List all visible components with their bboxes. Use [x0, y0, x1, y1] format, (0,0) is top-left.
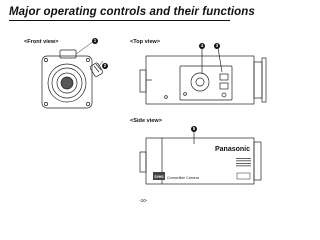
svhs-badge-text: SVHS	[154, 175, 164, 179]
title-underline	[9, 20, 230, 21]
page-title: Major operating controls and their functions	[9, 6, 255, 18]
callout-4: 4	[200, 43, 204, 48]
rating-label-plate	[237, 173, 250, 179]
model-caption: Convertible Camera	[167, 176, 199, 180]
top-view-label: <Top view>	[130, 39, 161, 45]
side-vent-grille	[236, 158, 251, 166]
side-view-label: <Side view>	[130, 118, 163, 124]
side-view-camera-drawing	[138, 132, 266, 188]
callout-5: 5	[192, 126, 196, 131]
callout-3: 3	[215, 43, 219, 48]
callout-1: 1	[93, 38, 97, 43]
callout-2: 2	[103, 63, 107, 68]
brand-logo: Panasonic	[214, 146, 250, 153]
top-view-camera-drawing	[138, 52, 268, 108]
front-view-label: <Front view>	[24, 39, 59, 45]
front-view-camera-drawing	[36, 50, 106, 114]
page-number: -10-	[139, 199, 148, 204]
